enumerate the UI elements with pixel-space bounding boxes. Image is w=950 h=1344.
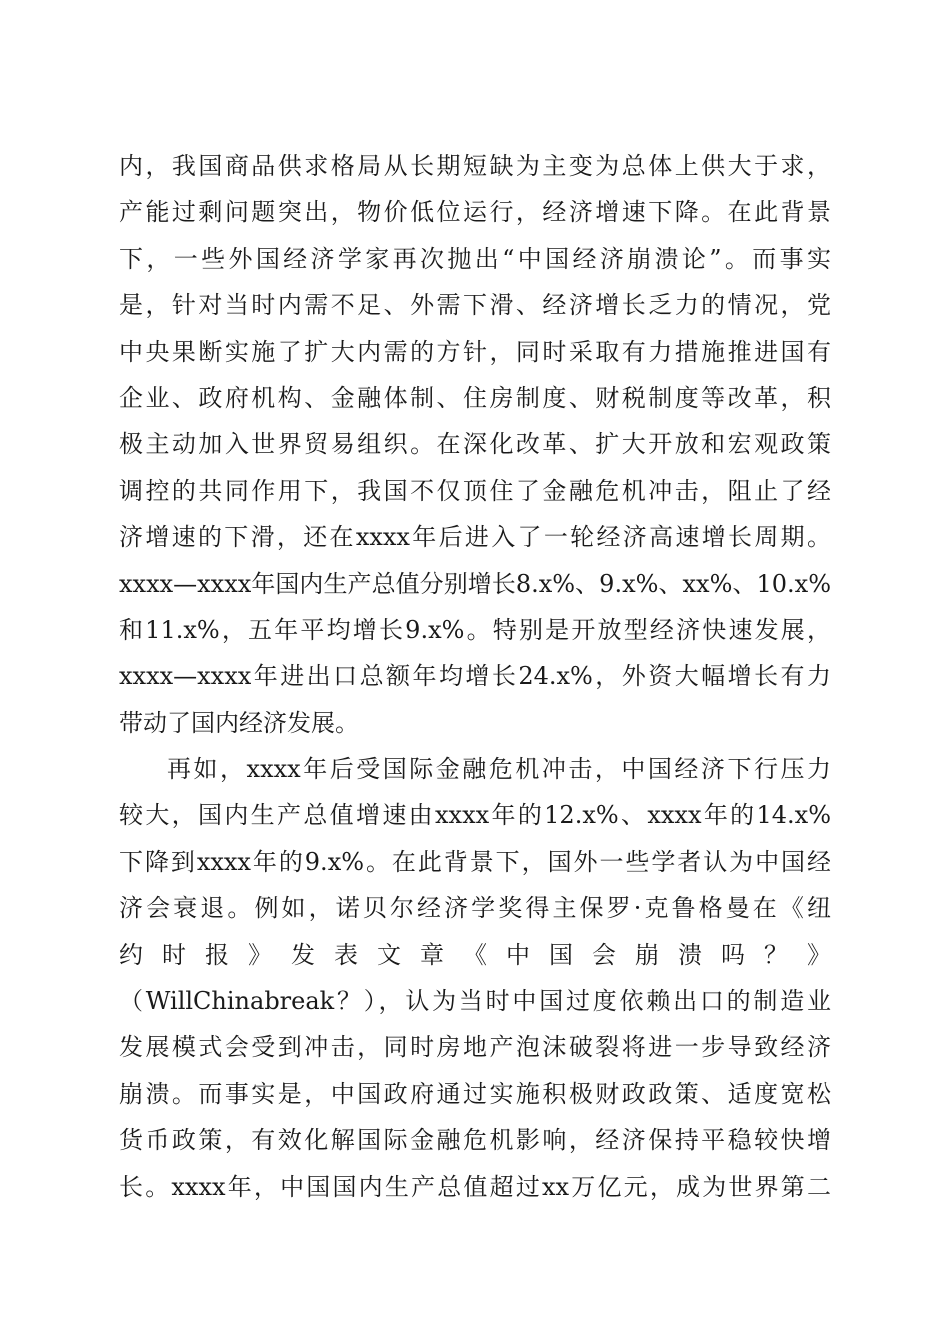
text-line: xxxx—xxxx年进出口总额年均增长24.x%，外资大幅增长有力	[119, 662, 831, 691]
text-line: 调控的共同作用下，我国不仅顶住了金融危机冲击，阻止了经	[119, 476, 831, 505]
text-line: 长。xxxx年，中国国内生产总值超过xx万亿元，成为世界第二	[119, 1172, 831, 1201]
text-line: 下，一些外国经济学家再次抛出“中国经济崩溃论”。而事实	[119, 244, 831, 273]
text-line: 发展模式会受到冲击，同时房地产泡沫破裂将进一步导致经济	[119, 1033, 831, 1062]
body-text	[119, 143, 831, 1210]
text-line: 是，针对当时内需不足、外需下滑、经济增长乏力的情况，党	[119, 291, 831, 320]
text-line: 产能过剩问题突出，物价低位运行，经济增速下降。在此背景	[119, 198, 831, 227]
text-line: （WillChinabreak？），认为当时中国过度依赖出口的制造业	[119, 987, 831, 1016]
text-line: 极主动加入世界贸易组织。在深化改革、扩大开放和宏观政策	[119, 430, 831, 459]
text-line: 中央果断实施了扩大内需的方针，同时采取有力措施推进国有	[119, 337, 831, 366]
text-line: 内，我国商品供求格局从长期短缺为主变为总体上供大于求，	[119, 152, 831, 180]
text-line: 企业、政府机构、金融体制、住房制度、财税制度等改革，积	[119, 383, 831, 412]
text-line: xxxx—xxxx年国内生产总值分别增长8.x%、9.x%、xx%、10.x%	[119, 569, 831, 598]
text-line: 较大，国内生产总值增速由xxxx年的12.x%、xxxx年的14.x%	[119, 801, 831, 830]
text-line: 崩溃。而事实是，中国政府通过实施积极财政政策、适度宽松	[119, 1079, 831, 1108]
text-line: 济会衰退。例如，诺贝尔经济学奖得主保罗·克鲁格曼在《纽	[119, 894, 831, 923]
text-line: 带动了国内经济发展。	[119, 708, 359, 737]
text-line: 货币政策，有效化解国际金融危机影响，经济保持平稳较快增	[119, 1126, 831, 1155]
paragraph-1	[119, 143, 831, 746]
paragraph-2	[119, 746, 831, 1210]
text-line: 和11.x%，五年平均增长9.x%。特别是开放型经济快速发展，	[119, 615, 831, 644]
text-line: 约 时 报 》 发 表 文 章 《 中 国 会 崩 溃 吗 ？ 》	[119, 940, 831, 969]
text-line: 济增速的下滑，还在xxxx年后进入了一轮经济高速增长周期。	[119, 523, 831, 552]
text-line: 再如，xxxx年后受国际金融危机冲击，中国经济下行压力	[167, 755, 831, 784]
text-line: 下降到xxxx年的9.x%。在此背景下，国外一些学者认为中国经	[119, 847, 831, 876]
